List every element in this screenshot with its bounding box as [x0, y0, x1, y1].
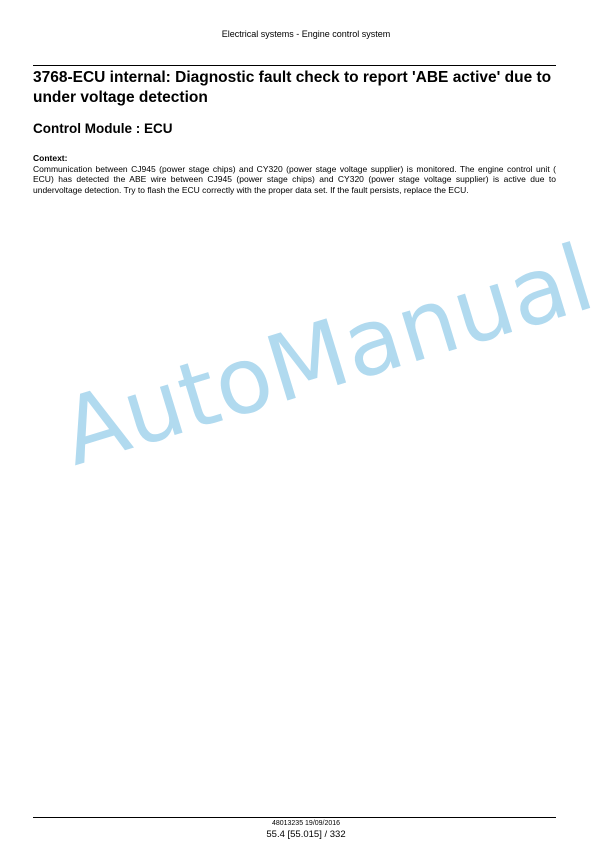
header-rule	[33, 65, 556, 66]
footer-rule	[33, 817, 556, 818]
context-label: Context:	[33, 153, 68, 163]
page-title: 3768-ECU internal: Diagnostic fault check to report 'ABE active' due to under voltage detection	[33, 69, 552, 106]
context-paragraph: Communication between CJ945 (power stage chips) and CY320 (power stage voltage supplier) is monitored. The engine control unit ( ECU) has detected the ABE wire between CJ945 (power stage chips) and CY320 (power stage voltage supplier) is active due to undervoltage detection. Try to flash the ECU correctly with the proper data set. If the fault persists, replace the ECU.	[33, 164, 556, 195]
watermark: AutoManual	[49, 224, 605, 487]
control-module-heading: Control Module : ECU	[33, 121, 173, 136]
footer-document-reference: 48013235 19/09/2016	[271, 820, 341, 827]
footer-page-number: 55.4 [55.015] / 332	[266, 829, 346, 840]
running-header: Electrical systems - Engine control system	[221, 29, 391, 39]
